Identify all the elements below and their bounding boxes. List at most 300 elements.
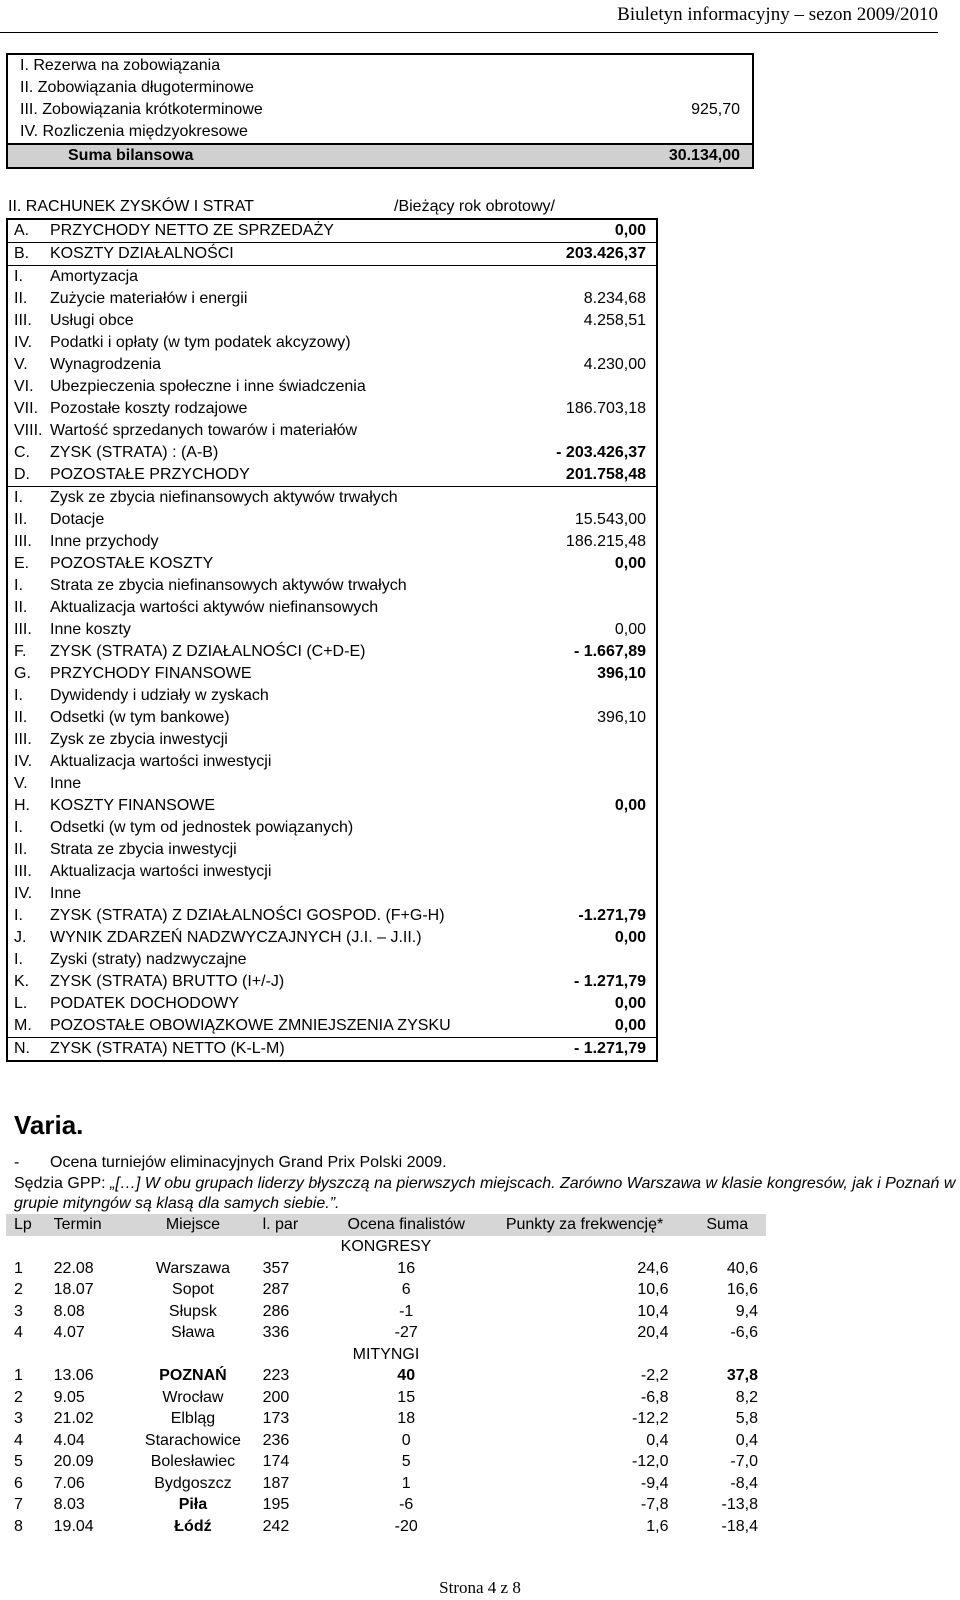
ranking-cell: Sopot bbox=[172, 1281, 214, 1299]
ranking-cell: 242 bbox=[262, 1517, 290, 1535]
rzis-item-number: II. bbox=[14, 511, 28, 528]
rzis-item-value bbox=[522, 266, 657, 289]
rzis-label-cell bbox=[7, 332, 522, 354]
rzis-row bbox=[7, 219, 657, 243]
rzis-item-number: V. bbox=[14, 775, 28, 792]
rzis-item-value: - 1.667,89 bbox=[573, 643, 646, 660]
rzis-item-number: L. bbox=[14, 995, 28, 1012]
ranking-cell: 22.08 bbox=[53, 1259, 94, 1277]
balance-value bbox=[598, 54, 753, 77]
rzis-row bbox=[7, 288, 657, 310]
rzis-item-number: I. bbox=[14, 577, 23, 594]
ranking-row bbox=[6, 1279, 766, 1301]
rzis-item-value bbox=[522, 685, 657, 707]
rzis-item-number: M. bbox=[14, 1017, 32, 1034]
ranking-row bbox=[6, 1387, 766, 1409]
rzis-item-value: 15.543,00 bbox=[574, 511, 646, 528]
ranking-header: Ocena finalistów bbox=[332, 1214, 481, 1236]
rzis-item-label: Strata ze zbycia inwestycji bbox=[50, 841, 237, 858]
rzis-row bbox=[7, 1038, 657, 1062]
rzis-row bbox=[7, 243, 657, 266]
rzis-item-value bbox=[522, 839, 657, 861]
rzis-item-value bbox=[522, 883, 657, 905]
rzis-item-number: A. bbox=[14, 222, 30, 239]
ranking-row bbox=[6, 1322, 766, 1344]
ranking-cell: 286 bbox=[262, 1302, 290, 1320]
rzis-label-cell bbox=[7, 619, 522, 641]
ranking-cell: 19.04 bbox=[53, 1517, 94, 1535]
rzis-item-label: POZOSTAŁE KOSZTY bbox=[50, 555, 214, 572]
rzis-item-number: VII. bbox=[14, 400, 39, 417]
rzis-label-cell bbox=[7, 310, 522, 332]
rzis-item-number: VIII. bbox=[14, 422, 43, 439]
ranking-cell: 16,6 bbox=[726, 1281, 758, 1299]
rzis-item-value: 396,10 bbox=[597, 709, 646, 726]
ranking-cell: -27 bbox=[394, 1324, 418, 1342]
rzis-item-label: PRZYCHODY FINANSOWE bbox=[50, 665, 252, 682]
ranking-header: Punkty za frekwencję* bbox=[481, 1214, 689, 1236]
ranking-cell: 1 bbox=[401, 1474, 411, 1492]
rzis-label-cell bbox=[7, 751, 522, 773]
ranking-cell: -20 bbox=[394, 1517, 418, 1535]
ranking-cell: 357 bbox=[262, 1259, 290, 1277]
ranking-cell: -13,8 bbox=[721, 1496, 758, 1514]
judge-comment bbox=[14, 1174, 960, 1214]
rzis-item-value: 8.234,68 bbox=[583, 290, 646, 307]
rzis-row bbox=[7, 464, 657, 487]
rzis-item-label: Zyski (straty) nadzwyczajne bbox=[50, 951, 247, 968]
rzis-row bbox=[7, 795, 657, 817]
balance-sum-row bbox=[7, 144, 753, 168]
rzis-item-label: Podatki i opłaty (w tym podatek akcyzowy) bbox=[50, 334, 351, 351]
ranking-cell: 174 bbox=[262, 1453, 290, 1471]
ranking-cell: -2,2 bbox=[640, 1367, 669, 1385]
balance-sum-label: Suma bilansowa bbox=[7, 144, 598, 168]
rzis-row bbox=[7, 861, 657, 883]
ranking-cell: 1 bbox=[14, 1259, 23, 1277]
rzis-item-value bbox=[522, 420, 657, 442]
ranking-cell: Łódź bbox=[174, 1517, 212, 1535]
rzis-item-number: I. bbox=[14, 819, 23, 836]
rzis-item-number: I. bbox=[14, 489, 23, 506]
rzis-row bbox=[7, 839, 657, 861]
tournament-ranking-table bbox=[6, 1214, 766, 1537]
ranking-cell: Warszawa bbox=[155, 1259, 230, 1277]
rzis-item-value: 186.703,18 bbox=[565, 400, 646, 417]
rzis-header bbox=[8, 196, 648, 218]
rzis-item-number: D. bbox=[14, 466, 30, 483]
rzis-item-value bbox=[522, 376, 657, 398]
ranking-cell: 6 bbox=[401, 1281, 411, 1299]
rzis-label-cell bbox=[7, 861, 522, 883]
rzis-item-label: PRZYCHODY NETTO ZE SPRZEDAŻY bbox=[50, 222, 334, 239]
rzis-item-number: I. bbox=[14, 687, 23, 704]
rzis-row bbox=[7, 993, 657, 1015]
rzis-item-number: III. bbox=[14, 863, 32, 880]
rzis-label-cell bbox=[7, 905, 522, 927]
rzis-item-value bbox=[522, 773, 657, 795]
balance-value bbox=[598, 77, 753, 99]
rzis-item-value: 0,00 bbox=[614, 929, 646, 946]
ranking-cell: 3 bbox=[14, 1302, 23, 1320]
varia-heading: Varia. bbox=[14, 1110, 84, 1140]
rzis-label-cell bbox=[7, 509, 522, 531]
rzis-item-value: 186.215,48 bbox=[565, 533, 646, 550]
rzis-row bbox=[7, 575, 657, 597]
varia-dash: - bbox=[14, 1154, 20, 1171]
rzis-label-cell bbox=[7, 663, 522, 685]
ranking-cell: 7.06 bbox=[53, 1474, 85, 1492]
page-footer bbox=[0, 1578, 960, 1598]
rzis-item-number: J. bbox=[14, 929, 27, 946]
rzis-item-number: II. bbox=[14, 709, 28, 726]
ranking-row bbox=[6, 1301, 766, 1323]
balance-value bbox=[598, 121, 753, 144]
rzis-item-value: 4.230,00 bbox=[583, 356, 646, 373]
ranking-cell: 6 bbox=[14, 1474, 23, 1492]
ranking-cell: 13.06 bbox=[53, 1367, 94, 1385]
rzis-item-label: Dotacje bbox=[50, 511, 105, 528]
rzis-title: II. RACHUNEK ZYSKÓW I STRAT bbox=[8, 198, 254, 215]
ranking-header: Lp bbox=[6, 1214, 54, 1236]
rzis-item-value: 0,00 bbox=[522, 219, 657, 243]
ranking-cell: -7,0 bbox=[730, 1453, 758, 1471]
ranking-row bbox=[6, 1473, 766, 1495]
balance-row bbox=[7, 99, 753, 121]
rzis-row bbox=[7, 332, 657, 354]
ranking-cell: Bolesławiec bbox=[150, 1453, 236, 1471]
ranking-cell: 5 bbox=[14, 1453, 23, 1471]
ranking-cell: 9,4 bbox=[735, 1302, 758, 1320]
rzis-label-cell bbox=[7, 243, 522, 266]
ranking-cell: 21.02 bbox=[53, 1410, 94, 1428]
balance-row bbox=[7, 54, 753, 77]
rzis-item-value bbox=[522, 332, 657, 354]
page-header bbox=[0, 2, 938, 33]
ranking-cell: 3 bbox=[14, 1410, 23, 1428]
rzis-row bbox=[7, 641, 657, 663]
rzis-label-cell bbox=[7, 487, 522, 510]
rzis-item-value: -1.271,79 bbox=[578, 907, 646, 924]
balance-row bbox=[7, 77, 753, 99]
ranking-header: Suma bbox=[689, 1214, 767, 1236]
rzis-item-label: Dywidendy i udziały w zyskach bbox=[50, 687, 269, 704]
rzis-label-cell bbox=[7, 420, 522, 442]
rzis-row bbox=[7, 376, 657, 398]
rzis-item-value bbox=[522, 597, 657, 619]
ranking-cell: Wrocław bbox=[162, 1388, 224, 1406]
varia-line1: Ocena turniejów eliminacyjnych Grand Prix Polski 2009. bbox=[50, 1154, 447, 1171]
rzis-item-number: IV. bbox=[14, 753, 33, 770]
rzis-item-number: K. bbox=[14, 973, 30, 990]
rzis-row bbox=[7, 597, 657, 619]
rzis-item-label: Wartość sprzedanych towarów i materiałów bbox=[50, 422, 358, 439]
rzis-item-number: VI. bbox=[14, 378, 34, 395]
ranking-cell: 2 bbox=[14, 1281, 23, 1299]
rzis-item-label: WYNIK ZDARZEŃ NADZWYCZAJNYCH (J.I. – J.II.) bbox=[50, 929, 422, 946]
rzis-row bbox=[7, 310, 657, 332]
rzis-item-label: Zużycie materiałów i energii bbox=[50, 290, 248, 307]
balance-label: II. Zobowiązania długoterminowe bbox=[20, 79, 254, 96]
ranking-header: Termin bbox=[54, 1214, 124, 1236]
rzis-label-cell bbox=[7, 398, 522, 420]
rzis-label-cell bbox=[7, 729, 522, 751]
rzis-item-value: 4.258,51 bbox=[583, 312, 646, 329]
balance-sum-value: 30.134,00 bbox=[598, 144, 753, 168]
rzis-row bbox=[7, 509, 657, 531]
rzis-item-label: Aktualizacja wartości aktywów niefinansowych bbox=[50, 599, 379, 616]
ranking-section-title: MITYNGI bbox=[352, 1345, 420, 1363]
rzis-item-value: 0,00 bbox=[614, 797, 646, 814]
rzis-label-cell bbox=[7, 795, 522, 817]
ranking-cell: 40 bbox=[397, 1367, 416, 1385]
ranking-cell: -1 bbox=[399, 1302, 414, 1320]
page-number: Strona 4 z 8 bbox=[439, 1578, 521, 1597]
rzis-item-number: V. bbox=[14, 356, 28, 373]
rzis-row bbox=[7, 949, 657, 971]
rzis-label-cell bbox=[7, 597, 522, 619]
rzis-item-value bbox=[522, 575, 657, 597]
rzis-label-cell bbox=[7, 1038, 522, 1062]
rzis-item-number: G. bbox=[14, 665, 31, 682]
rzis-item-number: III. bbox=[14, 312, 32, 329]
rzis-label-cell bbox=[7, 288, 522, 310]
rzis-item-number: III. bbox=[14, 533, 32, 550]
rzis-item-label: Ubezpieczenia społeczne i inne świadczenia bbox=[50, 378, 366, 395]
rzis-label-cell bbox=[7, 993, 522, 1015]
ranking-cell: -6,8 bbox=[640, 1388, 669, 1406]
rzis-row bbox=[7, 883, 657, 905]
ranking-section-title: KONGRESY bbox=[340, 1238, 432, 1256]
rzis-label-cell bbox=[7, 685, 522, 707]
ranking-cell: Piła bbox=[178, 1496, 208, 1514]
rzis-item-label: Inne koszty bbox=[50, 621, 131, 638]
ranking-row bbox=[6, 1451, 766, 1473]
ranking-row bbox=[6, 1494, 766, 1516]
ranking-row bbox=[6, 1365, 766, 1387]
rzis-item-label: Inne bbox=[50, 885, 82, 902]
ranking-cell: -12,2 bbox=[632, 1410, 669, 1428]
rzis-item-label: POZOSTAŁE OBOWIĄZKOWE ZMNIEJSZENIA ZYSKU bbox=[50, 1017, 451, 1034]
balance-label: III. Zobowiązania krótkoterminowe bbox=[20, 101, 263, 118]
rzis-item-number: I. bbox=[14, 907, 23, 924]
rzis-item-number: B. bbox=[14, 245, 30, 262]
rzis-row bbox=[7, 487, 657, 510]
ranking-cell: 1 bbox=[14, 1367, 23, 1385]
ranking-cell: 4.07 bbox=[53, 1324, 85, 1342]
ranking-cell: 236 bbox=[262, 1431, 290, 1449]
rzis-label-cell bbox=[7, 376, 522, 398]
rzis-item-value: 203.426,37 bbox=[522, 243, 657, 266]
ranking-cell: 9.05 bbox=[53, 1388, 85, 1406]
rzis-item-number: F. bbox=[14, 643, 27, 660]
ranking-cell: 4 bbox=[14, 1324, 23, 1342]
rzis-item-value bbox=[522, 751, 657, 773]
rzis-item-label: ZYSK (STRATA) NETTO (K-L-M) bbox=[50, 1040, 285, 1057]
rzis-row bbox=[7, 663, 657, 685]
rzis-item-value: 0,00 bbox=[614, 555, 646, 572]
ranking-cell: 37,8 bbox=[726, 1367, 758, 1385]
rzis-item-value: - 1.271,79 bbox=[573, 973, 646, 990]
ranking-cell: 40,6 bbox=[726, 1259, 758, 1277]
rzis-item-label: Usługi obce bbox=[50, 312, 134, 329]
balance-value: 925,70 bbox=[691, 101, 740, 118]
rzis-label-cell bbox=[7, 927, 522, 949]
ranking-section-row bbox=[6, 1344, 766, 1366]
rzis-row bbox=[7, 905, 657, 927]
rzis-period: /Bieżący rok obrotowy/ bbox=[394, 198, 555, 215]
rzis-item-value bbox=[522, 817, 657, 839]
rzis-label-cell bbox=[7, 1015, 522, 1038]
rzis-item-number: II. bbox=[14, 599, 28, 616]
ranking-cell: 16 bbox=[397, 1259, 416, 1277]
ranking-cell: 20.09 bbox=[53, 1453, 94, 1471]
ranking-cell: 15 bbox=[397, 1388, 416, 1406]
rzis-item-value: - 1.271,79 bbox=[522, 1038, 657, 1062]
ranking-cell: 18 bbox=[397, 1410, 416, 1428]
rzis-item-label: Aktualizacja wartości inwestycji bbox=[50, 753, 272, 770]
balance-label: I. Rezerwa na zobowiązania bbox=[20, 57, 221, 74]
rzis-label-cell bbox=[7, 219, 522, 243]
rzis-item-value bbox=[522, 949, 657, 971]
ranking-cell: 24,6 bbox=[637, 1259, 669, 1277]
ranking-cell: Bydgoszcz bbox=[154, 1474, 232, 1492]
ranking-row bbox=[6, 1430, 766, 1452]
ranking-cell: 4.04 bbox=[53, 1431, 85, 1449]
ranking-cell: 2 bbox=[14, 1388, 23, 1406]
rzis-item-value: 201.758,48 bbox=[522, 464, 657, 487]
rzis-item-label: Inne przychody bbox=[50, 533, 159, 550]
balance-liabilities-table bbox=[6, 53, 754, 169]
ranking-section-row bbox=[6, 1236, 766, 1258]
ranking-cell: 0,4 bbox=[735, 1431, 758, 1449]
rzis-item-value: 396,10 bbox=[597, 665, 646, 682]
rzis-item-number: II. bbox=[14, 290, 28, 307]
ranking-cell: 10,6 bbox=[637, 1281, 669, 1299]
ranking-row bbox=[6, 1408, 766, 1430]
rzis-row bbox=[7, 553, 657, 575]
rzis-item-number: II. bbox=[14, 841, 28, 858]
ranking-cell: 8.03 bbox=[53, 1496, 85, 1514]
ranking-cell: 4 bbox=[14, 1431, 23, 1449]
rzis-row bbox=[7, 266, 657, 289]
rzis-item-label: Odsetki (w tym od jednostek powiązanych) bbox=[50, 819, 354, 836]
rzis-item-value bbox=[522, 861, 657, 883]
ranking-cell: -18,4 bbox=[721, 1517, 758, 1535]
rzis-row bbox=[7, 729, 657, 751]
rzis-item-label: ZYSK (STRATA) Z DZIAŁALNOŚCI GOSPOD. (F+G-H) bbox=[50, 907, 445, 924]
ranking-cell: 18.07 bbox=[53, 1281, 94, 1299]
ranking-cell: 8 bbox=[14, 1517, 23, 1535]
rzis-item-number: E. bbox=[14, 555, 30, 572]
rzis-item-number: III. bbox=[14, 621, 32, 638]
rzis-item-label: KOSZTY FINANSOWE bbox=[50, 797, 216, 814]
ranking-cell: 5 bbox=[401, 1453, 411, 1471]
ranking-cell: 336 bbox=[262, 1324, 290, 1342]
ranking-cell: -8,4 bbox=[730, 1474, 758, 1492]
ranking-cell: 20,4 bbox=[637, 1324, 669, 1342]
rzis-label-cell bbox=[7, 641, 522, 663]
ranking-cell: 200 bbox=[262, 1388, 290, 1406]
rzis-item-value: 0,00 bbox=[614, 1017, 646, 1034]
rzis-row bbox=[7, 1015, 657, 1038]
rzis-item-label: Zysk ze zbycia niefinansowych aktywów trwałych bbox=[50, 489, 398, 506]
rzis-row bbox=[7, 707, 657, 729]
varia-note bbox=[14, 1154, 447, 1172]
rzis-item-label: Pozostałe koszty rodzajowe bbox=[50, 400, 248, 417]
judge-prefix: Sędzia GPP: bbox=[14, 1175, 111, 1192]
rzis-item-value bbox=[522, 487, 657, 510]
ranking-cell: 187 bbox=[262, 1474, 290, 1492]
balance-row bbox=[7, 121, 753, 144]
rzis-label-cell bbox=[7, 839, 522, 861]
rzis-label-cell bbox=[7, 773, 522, 795]
ranking-cell: Starachowice bbox=[144, 1431, 241, 1449]
rzis-item-label: Odsetki (w tym bankowe) bbox=[50, 709, 230, 726]
rzis-item-number: III. bbox=[14, 731, 32, 748]
rzis-label-cell bbox=[7, 354, 522, 376]
ranking-cell: Słupsk bbox=[168, 1302, 217, 1320]
ranking-cell: 173 bbox=[262, 1410, 290, 1428]
rzis-label-cell bbox=[7, 949, 522, 971]
ranking-cell: 5,8 bbox=[735, 1410, 758, 1428]
rzis-label-cell bbox=[7, 971, 522, 993]
rzis-item-number: IV. bbox=[14, 885, 33, 902]
ranking-cell: 7 bbox=[14, 1496, 23, 1514]
ranking-cell: Sława bbox=[171, 1324, 215, 1342]
ranking-cell: 10,4 bbox=[637, 1302, 669, 1320]
rzis-item-value bbox=[522, 729, 657, 751]
rzis-item-label: ZYSK (STRATA) Z DZIAŁALNOŚCI (C+D-E) bbox=[50, 643, 366, 660]
rzis-item-value: 0,00 bbox=[614, 621, 646, 638]
rzis-label-cell bbox=[7, 464, 522, 487]
rzis-item-label: Zysk ze zbycia inwestycji bbox=[50, 731, 228, 748]
ranking-row bbox=[6, 1258, 766, 1280]
rzis-label-cell bbox=[7, 575, 522, 597]
rzis-row bbox=[7, 971, 657, 993]
rzis-row bbox=[7, 420, 657, 442]
rzis-row bbox=[7, 817, 657, 839]
rzis-label-cell bbox=[7, 442, 522, 464]
ranking-cell: -7,8 bbox=[640, 1496, 669, 1514]
rzis-label-cell bbox=[7, 883, 522, 905]
rzis-item-label: Amortyzacja bbox=[50, 268, 139, 285]
rzis-row bbox=[7, 773, 657, 795]
ranking-cell: -9,4 bbox=[640, 1474, 669, 1492]
ranking-cell: 0 bbox=[401, 1431, 411, 1449]
ranking-row bbox=[6, 1516, 766, 1538]
rzis-item-label: Wynagrodzenia bbox=[50, 356, 162, 373]
rzis-label-cell bbox=[7, 531, 522, 553]
rzis-item-number: C. bbox=[14, 444, 30, 461]
header-title: Biuletyn informacyjny – sezon 2009/2010 bbox=[617, 4, 938, 25]
rzis-row bbox=[7, 927, 657, 949]
rzis-item-number: I. bbox=[14, 268, 23, 285]
rzis-item-label: Aktualizacja wartości inwestycji bbox=[50, 863, 272, 880]
rzis-item-number: H. bbox=[14, 797, 30, 814]
rzis-label-cell bbox=[7, 266, 522, 289]
rzis-item-label: ZYSK (STRATA) : (A-B) bbox=[50, 444, 219, 461]
ranking-header: Miejsce bbox=[123, 1214, 262, 1236]
balance-label: IV. Rozliczenia międzyokresowe bbox=[20, 123, 248, 140]
rzis-item-number: IV. bbox=[14, 334, 33, 351]
rzis-item-label: POZOSTAŁE PRZYCHODY bbox=[50, 466, 250, 483]
rzis-label-cell bbox=[7, 553, 522, 575]
rzis-item-label: PODATEK DOCHODOWY bbox=[50, 995, 240, 1012]
rzis-item-label: Strata ze zbycia niefinansowych aktywów trwałych bbox=[50, 577, 407, 594]
rzis-label-cell bbox=[7, 707, 522, 729]
ranking-cell: -6,6 bbox=[730, 1324, 758, 1342]
